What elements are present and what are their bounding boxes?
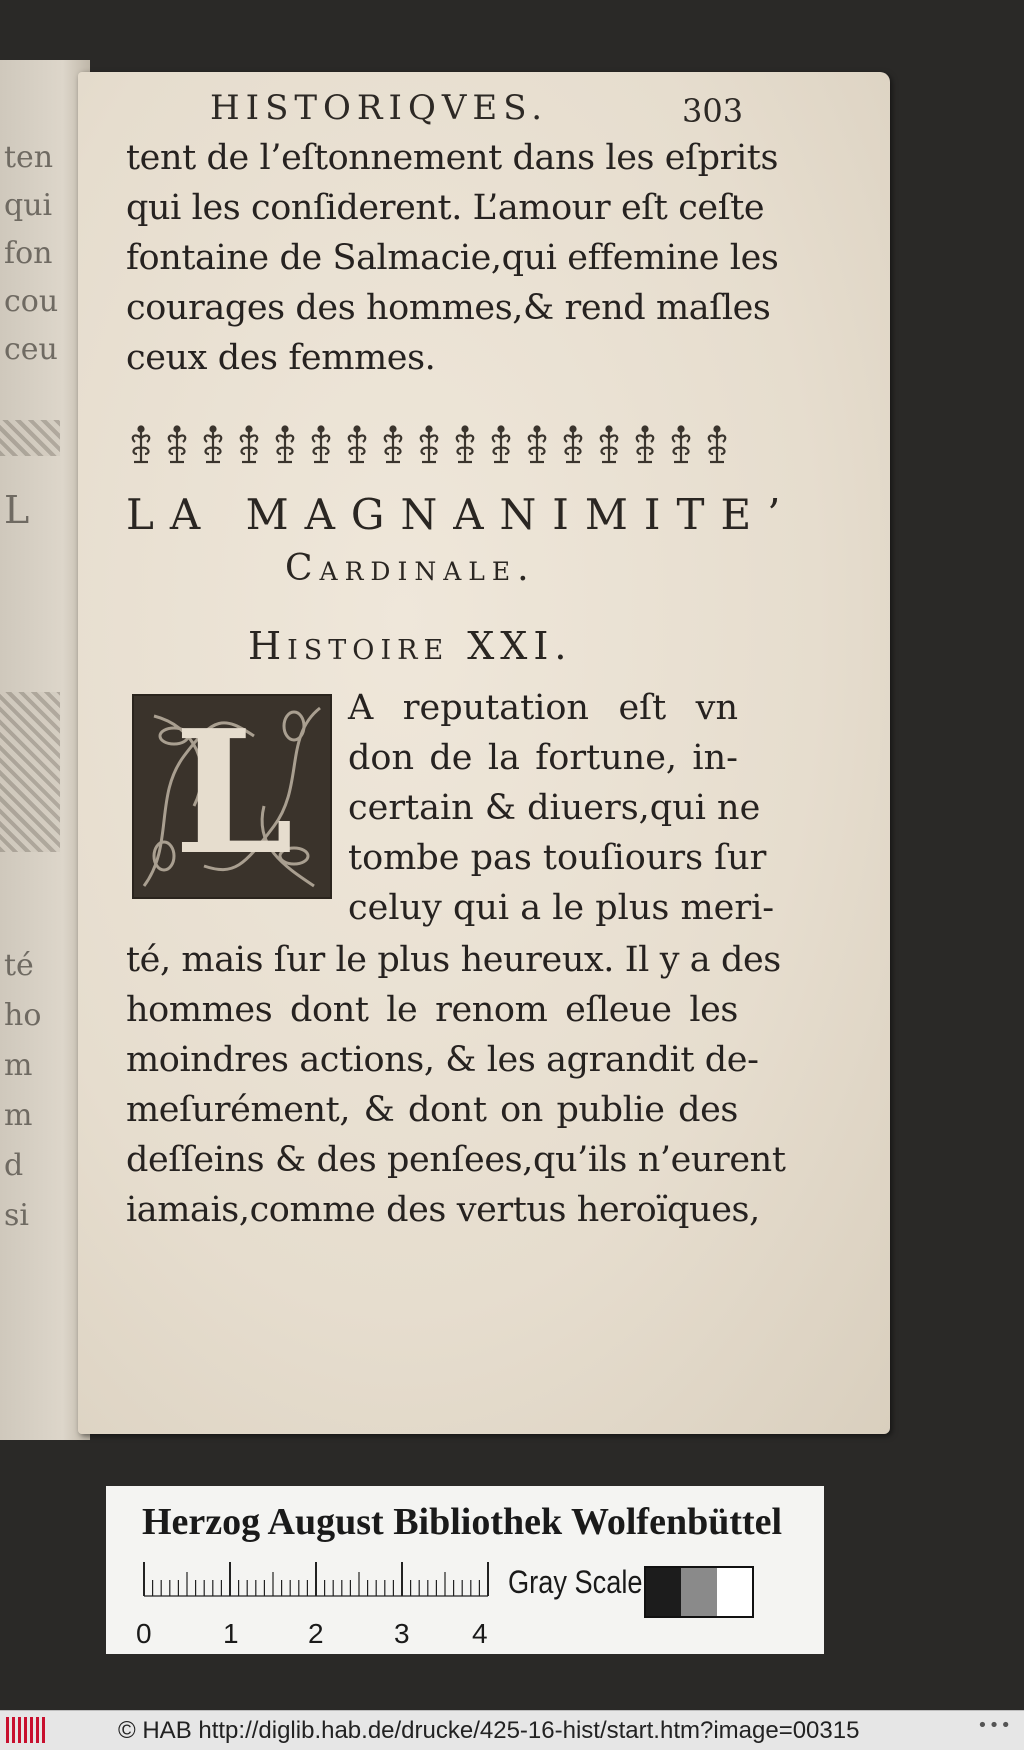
- footer-bar: [0, 1710, 1024, 1750]
- fleuron-icon: [558, 424, 588, 466]
- text-line: hommes dont le renom eſleue les: [126, 990, 738, 1030]
- page-number: 303: [682, 92, 744, 130]
- text-line: tombe pas touſiours ſur: [348, 838, 767, 878]
- fleuron-icon: [198, 424, 228, 466]
- chapter-heading: LA MAGNANIMITE’: [126, 490, 797, 539]
- fleuron-icon: [666, 424, 696, 466]
- gray-scale-label: Gray Scale: [508, 1564, 643, 1600]
- chapter-subheading: Cardinale.: [285, 548, 536, 589]
- text-line: qui les conſiderent. L’amour eſt ceſte: [126, 188, 765, 228]
- ruler-label: 3: [394, 1618, 410, 1649]
- prev-fragment: d: [4, 1148, 24, 1183]
- color-scale-card: [106, 1486, 824, 1654]
- ruler-label: 2: [308, 1618, 324, 1649]
- prev-fragment: fon: [4, 236, 53, 271]
- text-line: A reputation eſt vn: [348, 688, 738, 728]
- fleuron-icon: [414, 424, 444, 466]
- fleuron-icon: [702, 424, 732, 466]
- text-line: té, mais ſur le plus heureux. Il y a des: [126, 940, 781, 980]
- ruler-label: 0: [136, 1618, 152, 1649]
- more-options-icon[interactable]: •••: [977, 1715, 1012, 1736]
- hab-logo-icon[interactable]: [6, 1717, 46, 1743]
- decorated-initial: [132, 694, 332, 899]
- fleuron-icon: [486, 424, 516, 466]
- gray-scale-swatches: [644, 1566, 754, 1618]
- prev-fragment: L: [4, 488, 30, 532]
- footer-source-link[interactable]: © HAB http://diglib.hab.de/drucke/425-16-hist/start.htm?image=00315: [118, 1717, 860, 1744]
- initial-letter: L: [174, 693, 294, 893]
- fleuron-icon: [522, 424, 552, 466]
- fleuron-icon: [630, 424, 660, 466]
- prev-fragment: m: [4, 1098, 33, 1133]
- text-line: iamais,comme des vertus heroïques,: [126, 1190, 760, 1230]
- prev-fragment: m: [4, 1048, 33, 1083]
- swatch-mid: [681, 1568, 716, 1616]
- institution-name: Herzog August Bibliothek Wolfenbüttel: [142, 1501, 783, 1543]
- text-line: tent de l’eſtonnement dans les eſprits: [126, 138, 779, 178]
- fleuron-icon: [234, 424, 264, 466]
- text-line: courages des hommes,& rend maſles: [126, 288, 771, 328]
- swatch-dark: [646, 1568, 681, 1616]
- fleuron-icon: [270, 424, 300, 466]
- prev-fragment: qui: [4, 188, 53, 223]
- prev-fragment: ten: [4, 140, 54, 175]
- prev-initial-ornament: [0, 692, 60, 852]
- prev-fragment: si: [4, 1198, 29, 1233]
- fleuron-icon: [162, 424, 192, 466]
- text-line: fontaine de Salmacie,qui effemine les: [126, 238, 779, 278]
- text-line: deſſeins & des penſees,qu’ils n’eurent: [126, 1140, 786, 1180]
- running-header: HISTORIQVES.: [210, 88, 549, 128]
- text-line: certain & diuers,qui ne: [348, 788, 761, 828]
- ruler-label: 4: [472, 1618, 488, 1649]
- fleuron-icon: [450, 424, 480, 466]
- fleuron-icon: [594, 424, 624, 466]
- prev-ornament: [0, 420, 60, 456]
- previous-page-edge: [0, 60, 90, 1440]
- text-line: celuy qui a le plus meri-: [348, 888, 775, 928]
- fleuron-ornament-band: [126, 422, 732, 468]
- ruler-label: 1: [223, 1618, 239, 1649]
- prev-fragment: ceu: [4, 332, 58, 367]
- fleuron-icon: [306, 424, 336, 466]
- fleuron-icon: [126, 424, 156, 466]
- text-line: moindres actions, & les agrandit de-: [126, 1040, 759, 1080]
- text-line: ceux des femmes.: [126, 338, 436, 378]
- fleuron-icon: [378, 424, 408, 466]
- prev-fragment: té: [4, 948, 34, 983]
- ruler-scale: [142, 1562, 490, 1618]
- prev-fragment: cou: [4, 284, 59, 319]
- histoire-number: Histoire XXI.: [248, 624, 573, 668]
- fleuron-icon: [342, 424, 372, 466]
- swatch-light: [717, 1568, 752, 1616]
- text-line: meſurément, & dont on publie des: [126, 1090, 738, 1130]
- prev-fragment: ho: [4, 998, 42, 1033]
- text-line: don de la fortune, in-: [348, 738, 738, 778]
